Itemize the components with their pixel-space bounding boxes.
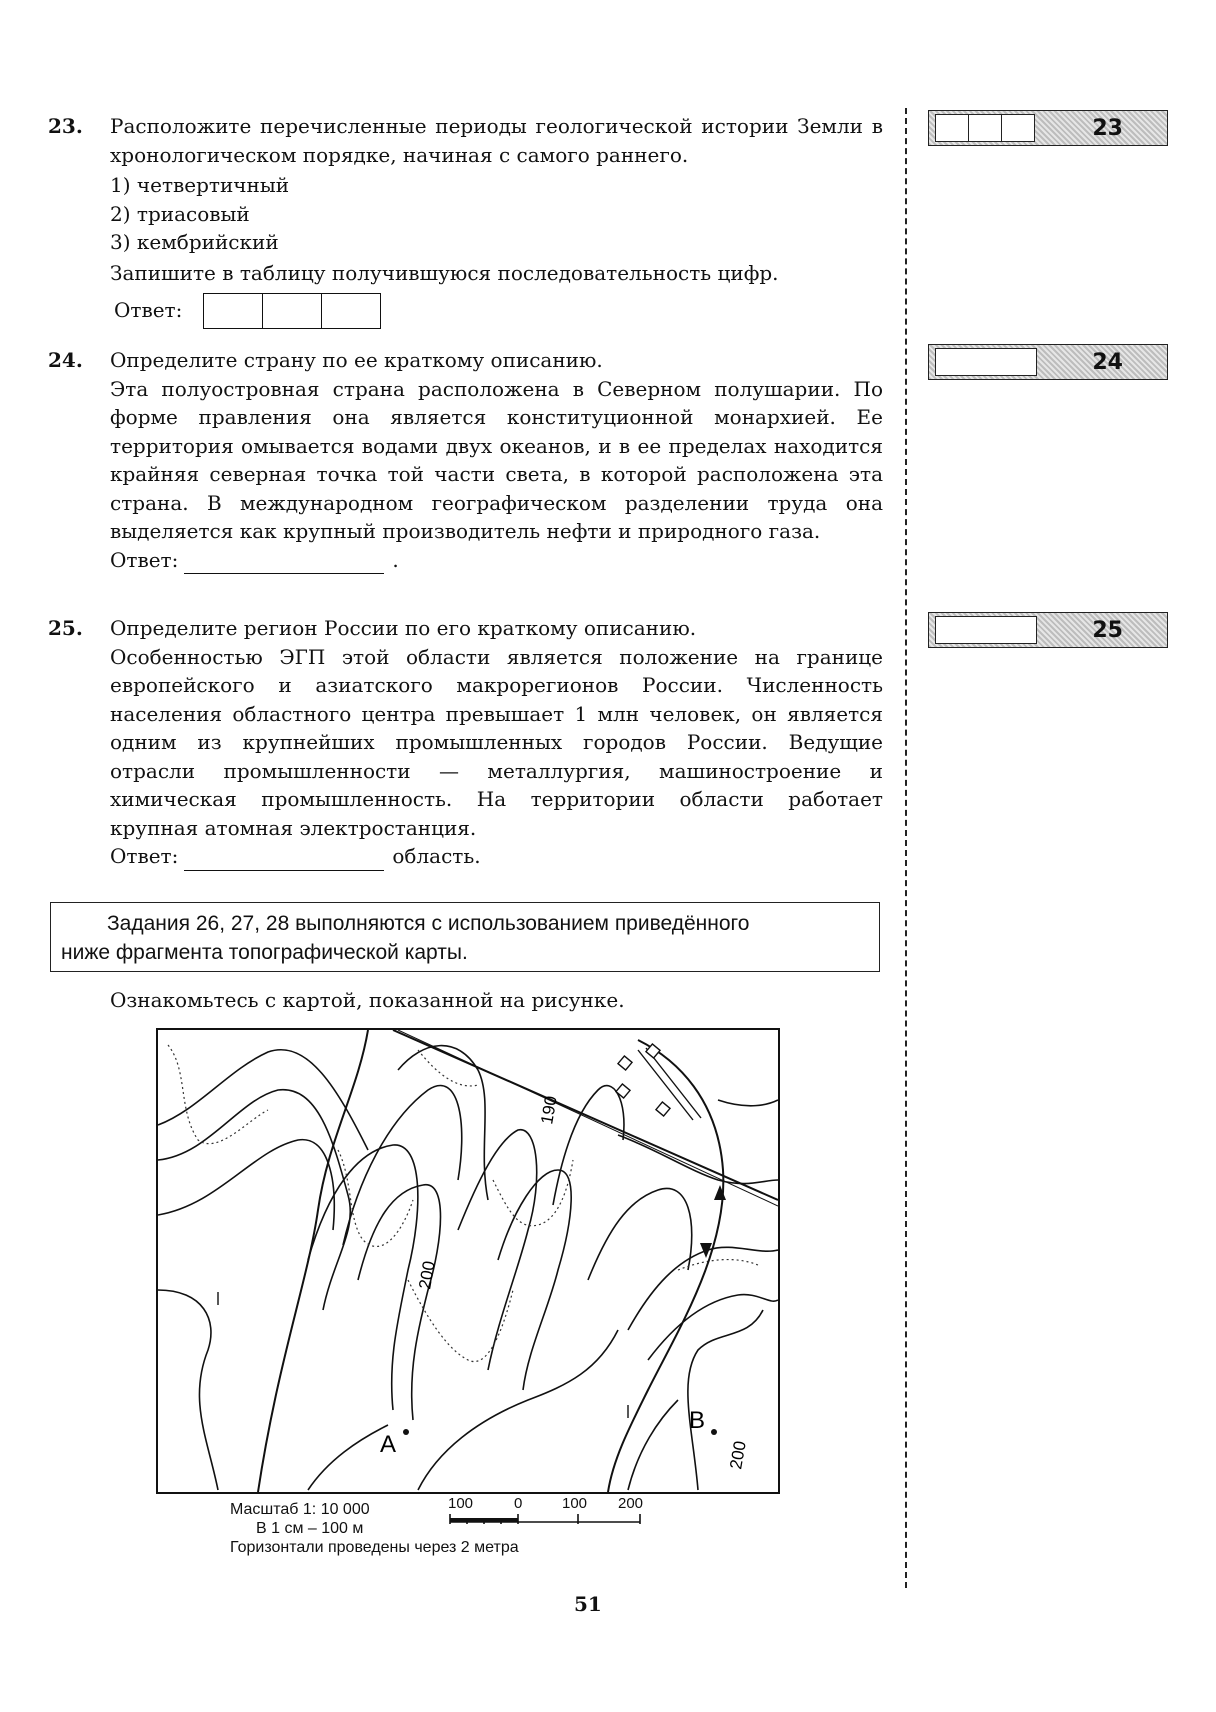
side-box-number: 23 (1092, 115, 1123, 141)
vegetation-boundary (418, 1050, 478, 1086)
answer-row (110, 842, 883, 871)
path (258, 1030, 368, 1492)
option-3: 3) кембрийский (110, 230, 279, 254)
question-number: 25. (48, 616, 83, 640)
map-intro: Ознакомьтесь с картой, показанной на рисунке. (110, 988, 625, 1012)
question-25 (48, 614, 883, 871)
contour-line (343, 1086, 462, 1245)
scale-tick-label: 100 (448, 1495, 474, 1512)
answer-row (110, 293, 883, 329)
answer-label: Ответ: (110, 844, 179, 868)
track (646, 1048, 701, 1118)
contour-label-200: 200 (415, 1259, 439, 1291)
page-number: 51 (574, 1592, 602, 1616)
side-box-number: 25 (1092, 617, 1123, 643)
contour-line (158, 1090, 350, 1310)
contour-label-200: 200 (726, 1439, 750, 1471)
contour-line (718, 1100, 778, 1106)
question-text: Расположите перечисленные периоды геологической истории Земли в хронологическом порядке, начиная с самого раннего. (110, 114, 883, 167)
road (393, 1030, 778, 1200)
notice-line-1: Задания 26, 27, 28 выполняются с использованием приведённого (107, 912, 750, 935)
legend-cm: В 1 см – 100 м (256, 1520, 364, 1537)
question-number: 23. (48, 114, 83, 138)
contour-line (158, 1290, 218, 1490)
answer-suffix: область. (392, 844, 481, 868)
contour-line (418, 1330, 618, 1490)
contour-line (358, 1185, 441, 1420)
question-23 (48, 112, 883, 329)
answer-field[interactable] (184, 850, 384, 871)
road-edge (398, 1030, 778, 1206)
point-b-label: B (689, 1407, 706, 1434)
legend-contours: Горизонтали проведены через 2 метра (230, 1539, 519, 1556)
scale-bar (440, 1494, 660, 1530)
question-instruction: Запишите в таблицу получившуюся последовательность цифр. (110, 260, 779, 285)
vegetation-boundary (408, 1280, 513, 1362)
answer-field[interactable] (184, 553, 384, 574)
side-box-number: 24 (1092, 349, 1123, 375)
side-answer-field[interactable] (935, 348, 1037, 376)
contour-line (308, 1145, 418, 1410)
answer-label: Ответ: (110, 547, 179, 572)
question-text: Особенностью ЭГП этой области является положение на границе европейского и азиатского макрорегионов России. Численность населения областного центра превышает 1 млн человек, он является одним из крупнейших промышленных городов России. Ведущие отрасли промышленности — металлургия, машиностроение и химическая промышленность. На территории области работает крупная атомная электростанция. (110, 644, 883, 840)
side-answer-cells[interactable] (935, 114, 1035, 142)
scale-tick-label: 200 (618, 1495, 644, 1512)
scale-tick-label: 0 (514, 1495, 523, 1512)
cut-line (905, 108, 907, 1588)
contour-line (553, 1086, 624, 1205)
building-icon (618, 1056, 632, 1070)
contour-line (628, 1247, 778, 1330)
answer-suffix: . (392, 547, 399, 572)
question-text: Эта полуостровная страна расположена в Северном полушарии. По форме правления она является конституционной монархией. Ее территория омывается водами двух океанов, и в ее пределах находится крайняя северная точка той части света, в которой расположена эта страна. В международном географическом разделении труда она выделяется как крупный производитель нефти и природного газа. (110, 376, 883, 543)
map-drawing (158, 1030, 778, 1492)
point-a-label: A (380, 1431, 397, 1458)
scale-tick-label: 100 (562, 1495, 588, 1512)
contour-label-190: 190 (537, 1094, 561, 1126)
contour-line (458, 1130, 537, 1370)
point-a-marker (403, 1429, 409, 1435)
answer-row (110, 546, 883, 575)
topographic-map (156, 1028, 780, 1494)
side-answer-field[interactable] (935, 616, 1037, 644)
tasks-notice (50, 902, 880, 972)
option-2: 2) триасовый (110, 201, 250, 226)
building-icon (656, 1102, 670, 1116)
contour-line (588, 1188, 692, 1280)
contour-line (618, 1135, 778, 1184)
question-number: 24. (48, 348, 83, 372)
question-title: Определите регион России по его краткому описанию. (110, 616, 697, 640)
contour-line (308, 1425, 388, 1490)
side-answer-box-25 (928, 612, 1168, 648)
answer-cells[interactable] (203, 293, 381, 329)
question-24 (48, 346, 883, 574)
question-title: Определите страну по ее краткому описанию. (110, 348, 603, 372)
side-answer-box-23 (928, 110, 1168, 146)
side-answer-box-24 (928, 344, 1168, 380)
legend-scale: Масштаб 1: 10 000 (230, 1501, 370, 1518)
contour-line (688, 1310, 763, 1490)
notice-line-2: ниже фрагмента топографической карты. (61, 941, 468, 964)
point-b-marker (711, 1429, 717, 1435)
contour-line (398, 1046, 488, 1200)
answer-label: Ответ: (114, 297, 183, 322)
option-1: 1) четвертичный (110, 173, 290, 197)
